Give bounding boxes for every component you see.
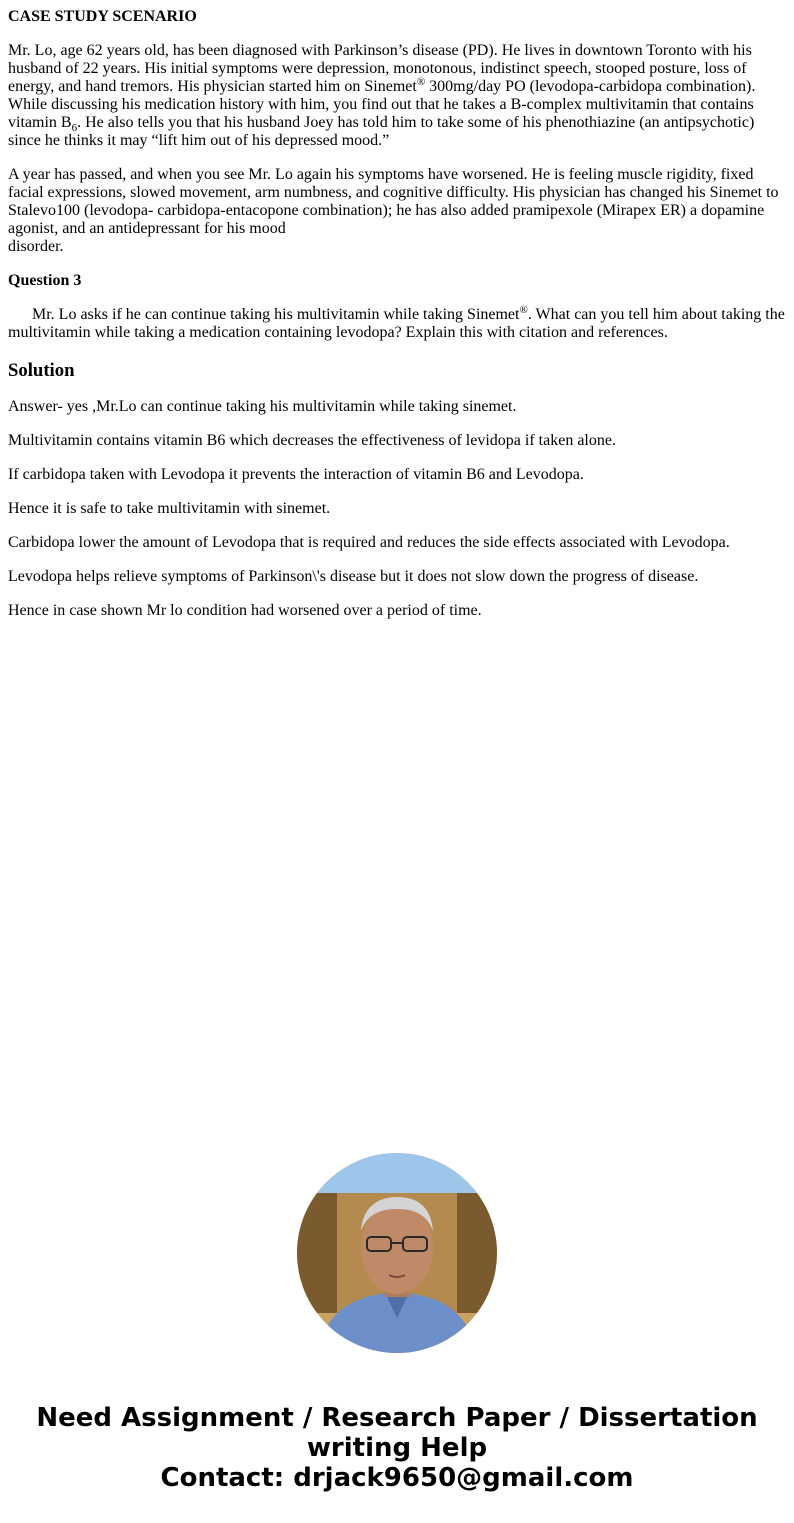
scenario-p1-text-c: . He also tells you that his husband Joey has told him to take some of his phenothiazine (an antipsychotic) since he thinks it may “lift him out of his depressed mood.” <box>8 114 755 149</box>
solution-paragraph: Hence in case shown Mr lo condition had worsened over a period of time. <box>8 602 482 619</box>
question-heading: Question 3 <box>8 272 82 289</box>
scenario-p2-tail: disorder. <box>8 238 64 255</box>
author-avatar <box>297 1153 497 1353</box>
scenario-p1-text-b: 300mg/day PO (levodopa-carbidopa combination). While discussing his medication history with him, you find out that he takes a B-complex multivitamin that contains vitamin B <box>8 78 756 131</box>
solution-paragraph: If carbidopa taken with Levodopa it prevents the interaction of vitamin B6 and Levodopa. <box>8 466 584 483</box>
registered-mark: ® <box>519 304 528 316</box>
promo-line-1: Need Assignment / Research Paper / Dissertation <box>36 1403 758 1433</box>
solution-paragraph: Carbidopa lower the amount of Levodopa that is required and reduces the side effects associated with Levodopa. <box>8 534 730 551</box>
scenario-paragraph-1 <box>8 42 786 150</box>
solution-paragraph: Answer- yes ,Mr.Lo can continue taking his multivitamin while taking sinemet. <box>8 398 517 415</box>
solution-paragraph: Hence it is safe to take multivitamin with sinemet. <box>8 500 331 517</box>
solution-heading: Solution <box>8 360 75 381</box>
promo-line-2: writing Help <box>306 1433 488 1463</box>
case-study-heading: CASE STUDY SCENARIO <box>8 8 197 25</box>
document-body <box>8 8 786 636</box>
portrait-door-right <box>457 1193 497 1313</box>
scenario-p1-text-a: Mr. Lo, age 62 years old, has been diagnosed with Parkinson’s disease (PD). He lives in downtown Toronto with his husband of 22 years. His initial symptoms were depression, monotonous, indistinct speech, stooped posture, loss of energy, and hand tremors. His physician started him on Sinemet <box>8 42 752 95</box>
question-text <box>8 306 786 342</box>
solution-paragraph: Levodopa helps relieve symptoms of Parkinson\'s disease but it does not slow down the progress of disease. <box>8 568 699 585</box>
author-portrait <box>297 1153 497 1353</box>
question-text-b: . What can you tell him about taking the multivitamin while taking a medication containing levodopa? Explain this with citation and references. <box>8 306 785 341</box>
promo-banner <box>0 1403 794 1493</box>
portrait-door-left <box>297 1193 337 1313</box>
portrait-sky <box>297 1153 497 1193</box>
registered-mark: ® <box>416 76 426 88</box>
vitamin-subscript: 6 <box>71 122 78 134</box>
question-text-a: Mr. Lo asks if he can continue taking his multivitamin while taking Sinemet <box>32 306 520 323</box>
scenario-p2-text: A year has passed, and when you see Mr. Lo again his symptoms have worsened. He is feeling muscle rigidity, fixed facial expressions, slowed movement, arm numbness, and cognitive difficulty. His physician has changed his Sinemet to Stalevo100 (levodopa- carbidopa-entacopone combination); he has also added pramipexole (Mirapex ER) a dopamine agonist, and an antidepressant for his mood <box>8 166 779 237</box>
scenario-paragraph-2 <box>8 166 786 256</box>
solution-paragraph: Multivitamin contains vitamin B6 which decreases the effectiveness of levidopa if taken alone. <box>8 432 616 449</box>
promo-contact: Contact: drjack9650@gmail.com <box>160 1463 634 1493</box>
portrait-face <box>361 1202 433 1294</box>
